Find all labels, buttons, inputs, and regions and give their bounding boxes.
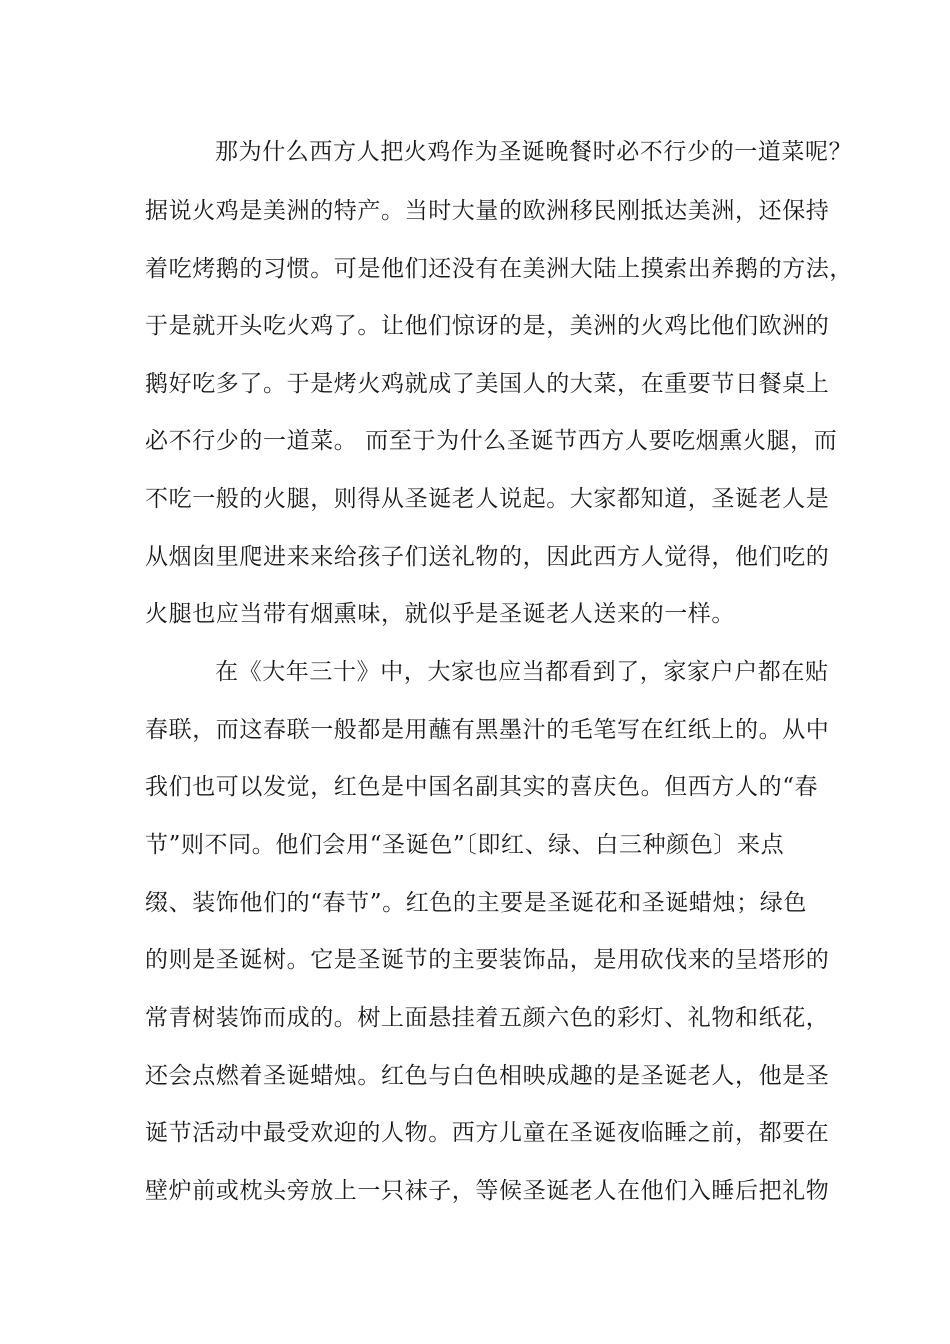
paragraph-2-line-3: 我们也可以发觉，红色是中国名副其实的喜庆色。但西方人的“春 bbox=[145, 774, 819, 800]
paragraph-1-line-9: 火腿也应当带有烟熏味，就似乎是圣诞老人送来的一样。 bbox=[145, 601, 735, 627]
paragraph-1-line-1: 那为什么西方人把火鸡作为圣诞晚餐时必不行少的一道菜呢？ bbox=[215, 139, 853, 165]
paragraph-2-line-5: 缀、装饰他们的“春节”。红色的主要是圣诞花和圣诞蜡烛；绿色 bbox=[145, 890, 807, 916]
paragraph-1-line-2: 据说火鸡是美洲的特产。当时大量的欧洲移民刚抵达美洲，还保持 bbox=[145, 198, 830, 224]
paragraph-1-line-7: 不吃一般的火腿，则得从圣诞老人说起。大家都知道，圣诞老人是 bbox=[145, 486, 830, 512]
paragraph-2-line-1: 在《大年三十》中，大家也应当都看到了，家家户户都在贴 bbox=[215, 659, 829, 685]
paragraph-2-line-4: 节”则不同。他们会用“圣诞色”〔即红、绿、白三种颜色〕来点 bbox=[145, 832, 785, 858]
paragraph-1-line-6: 必不行少的一道菜。 而至于为什么圣诞节西方人要吃烟熏火腿，而 bbox=[145, 428, 838, 454]
paragraph-1-line-5: 鹅好吃多了。于是烤火鸡就成了美国人的大菜，在重要节日餐桌上 bbox=[145, 371, 830, 397]
paragraph-2-line-2: 春联，而这春联一般都是用蘸有黑墨汁的毛笔写在红纸上的。从中 bbox=[145, 717, 830, 743]
paragraph-2-line-8: 还会点燃着圣诞蜡烛。红色与白色相映成趣的是圣诞老人，他是圣 bbox=[145, 1063, 830, 1089]
paragraph-2-line-9: 诞节活动中最受欢迎的人物。西方儿童在圣诞夜临睡之前，都要在 bbox=[145, 1120, 830, 1146]
paragraph-2-line-10: 壁炉前或枕头旁放上一只袜子，等候圣诞老人在他们入睡后把礼物 bbox=[145, 1178, 830, 1204]
paragraph-1-line-4: 于是就开头吃火鸡了。让他们惊讶的是，美洲的火鸡比他们欧洲的 bbox=[145, 313, 830, 339]
paragraph-2-line-7: 常青树装饰而成的。树上面悬挂着五颜六色的彩灯、礼物和纸花， bbox=[145, 1005, 830, 1031]
paragraph-1-line-8: 从烟囱里爬进来来给孩子们送礼物的，因此西方人觉得，他们吃的 bbox=[145, 544, 830, 570]
paragraph-2-line-6: 的则是圣诞树。它是圣诞节的主要装饰品，是用砍伐来的呈塔形的 bbox=[145, 947, 830, 973]
paragraph-1-line-3: 着吃烤鹅的习惯。可是他们还没有在美洲大陆上摸索出养鹅的方法， bbox=[145, 256, 853, 282]
